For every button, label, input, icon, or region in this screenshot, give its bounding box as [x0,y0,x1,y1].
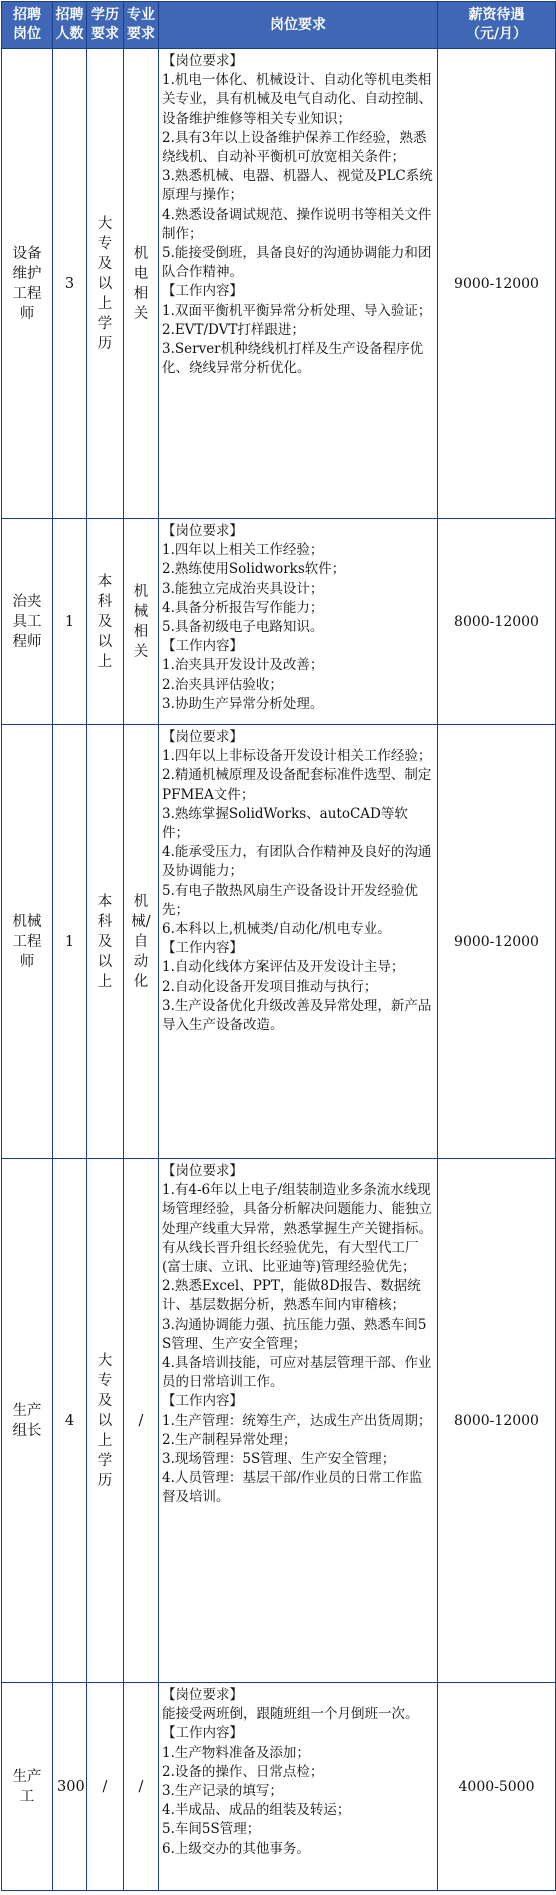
education-cell: 大专及以上学历 [87,49,124,519]
header-count: 招聘 人数 [53,2,87,49]
header-education: 学历 要求 [87,2,124,49]
table-row [2,519,556,725]
requirements-cell: 【岗位要求】 1.机电一体化、机械设计、自动化等机电类相关专业，具有机械及电气自动化、自动控制、设备维护维修等相关专业知识； 2.具有3年以上设备维护保养工作经验，熟悉绕线机、自动补平衡机可放宽相关条件； 3.熟悉机械、电器、机器人、视觉及PLC系统原理与操作； 4.熟悉设备调试规范、操作说明书等相关文件制作； 5.能接受倒班，具备良好的沟通协调能力和团队合作精神。 【工作内容】 1.双面平衡机平衡异常分析处理、导入验证； 2.EVT/DVT打样跟进； 3.Server机种绕线机打样及生产设备程序优化、绕线异常分析优化。 [159,49,438,519]
count-cell: 300 [53,1683,87,1891]
position-cell: 设备维护工程师 [2,49,53,519]
recruitment-table [1,1,556,1891]
header-position: 招聘 岗位 [2,2,53,49]
table-row [2,725,556,1159]
header-requirements: 岗位要求 [159,2,438,49]
position-cell: 生产工 [2,1683,53,1891]
requirements-cell: 【岗位要求】 能接受两班倒，跟随班组一个月倒班一次。 【工作内容】 1.生产物料准备及添加； 2.设备的操作、日常点检； 3.生产记录的填写； 4.半成品、成品的组装及转运； 5.车间5S管理； 6.上级交办的其他事务。 [159,1683,438,1891]
salary-cell: 9000-12000 [438,725,556,1159]
salary-cell: 8000-12000 [438,519,556,725]
count-cell: 3 [53,49,87,519]
education-cell: 本科及以上 [87,519,124,725]
count-cell: 4 [53,1159,87,1683]
salary-cell: 4000-5000 [438,1683,556,1891]
position-cell: 机械工程师 [2,725,53,1159]
salary-cell: 9000-12000 [438,49,556,519]
count-cell: 1 [53,519,87,725]
requirements-cell: 【岗位要求】 1.四年以上相关工作经验； 2.熟练使用Solidworks软件； 3.能独立完成治夹具设计； 4.具备分析报告写作能力； 5.具备初级电子电路知识。 【工作内容】 1.治夹具开发设计及改善； 2.治夹具评估验收； 3.协助生产异常分析处理。 [159,519,438,725]
table-row [2,1159,556,1683]
major-cell: 机电相关 [124,49,159,519]
position-cell: 生产组长 [2,1159,53,1683]
education-cell: / [87,1683,124,1891]
education-cell: 本科及以上 [87,725,124,1159]
major-cell: / [124,1683,159,1891]
salary-cell: 8000-12000 [438,1159,556,1683]
major-cell: 机械/自动化 [124,725,159,1159]
requirements-cell: 【岗位要求】 1.四年以上非标设备开发设计相关工作经验； 2.精通机械原理及设备配套标准件选型、制定PFMEA文件； 3.熟练掌握SolidWorks、autoCAD等软件； 4.能承受压力，有团队合作精神及良好的沟通及协调能力； 5.有电子散热风扇生产设备设计开发经验优先； 6.本科以上,机械类/自动化/机电专业。 【工作内容】 1.自动化线体方案评估及开发设计主导； 2.自动化设备开发项目推动与执行； 3.生产设备优化升级改善及异常处理，新产品导入生产设备改造。 [159,725,438,1159]
education-cell: 大专及以上学历 [87,1159,124,1683]
requirements-cell: 【岗位要求】 1.有4-6年以上电子/组装制造业多条流水线现场管理经验，具备分析解决问题能力、能独立处理产线重大异常，熟悉掌握生产关键指标。有从线长晋升组长经验优先，有大型代工厂(富士康、立讯、比亚迪等)管理经验优先； 2.熟悉Excel、PPT，能做8D报告、数据统计、基层数据分析，熟悉车间内审稽核； 3.沟通协调能力强、抗压能力强、熟悉车间5S管理、生产安全管理； 4.具备培训技能，可应对基层管理干部、作业员的日常培训工作。 【工作内容】 1.生产管理：统筹生产，达成生产出货周期； 2.生产制程异常处理； 3.现场管理：5S管理、生产安全管理； 4.人员管理：基层干部/作业员的日常工作监督及培训。 [159,1159,438,1683]
header-salary: 薪资待遇 （元/月） [438,2,556,49]
header-row [2,2,556,49]
major-cell: 机械相关 [124,519,159,725]
table-row [2,49,556,519]
table-row [2,1683,556,1891]
major-cell: / [124,1159,159,1683]
position-cell: 治夹具工程师 [2,519,53,725]
header-major: 专业 要求 [124,2,159,49]
count-cell: 1 [53,725,87,1159]
